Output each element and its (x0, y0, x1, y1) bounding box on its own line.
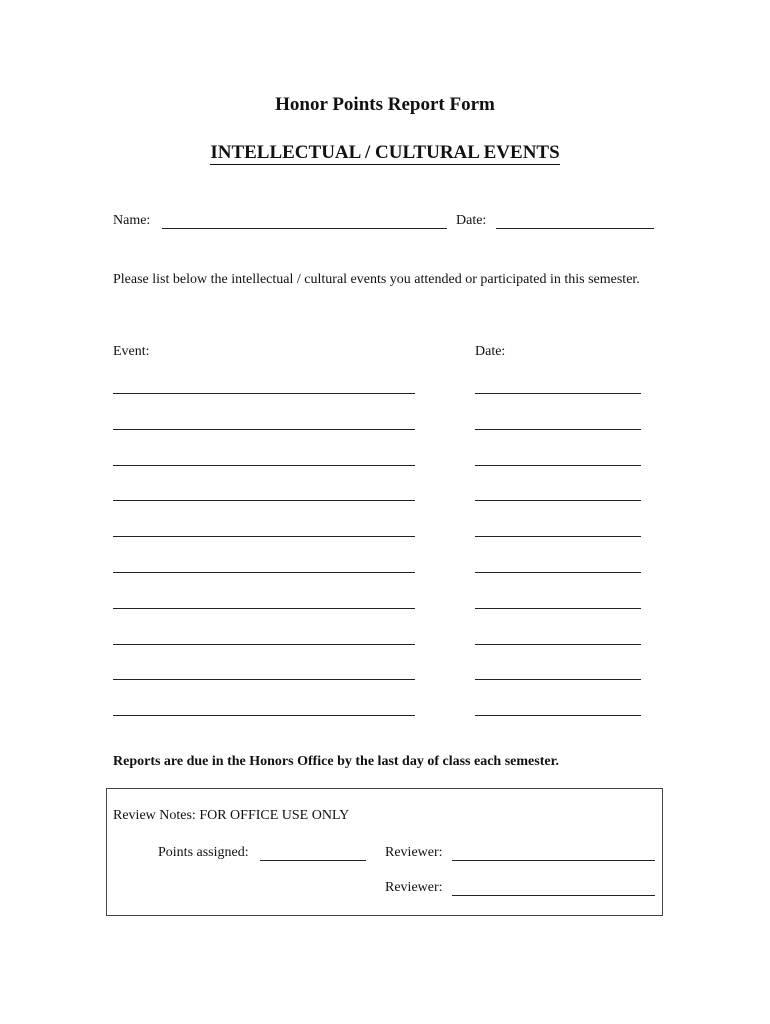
event-date-line[interactable] (475, 644, 641, 645)
form-subtitle-text: INTELLECTUAL / CULTURAL EVENTS (210, 142, 560, 163)
event-line[interactable] (113, 536, 415, 537)
date-column-label: Date: (475, 344, 506, 359)
event-line[interactable] (113, 608, 415, 609)
event-line[interactable] (113, 715, 415, 716)
due-notice: Reports are due in the Honors Office by the last day of class each semester. (113, 754, 560, 769)
event-date-line[interactable] (475, 500, 641, 501)
event-line[interactable] (113, 500, 415, 501)
instructions-text: Please list below the intellectual / cultural events you attended or participated in this semester. (113, 272, 640, 287)
review-heading: Review Notes: FOR OFFICE USE ONLY (113, 808, 350, 823)
event-date-line[interactable] (475, 536, 641, 537)
reviewer-label-2: Reviewer: (385, 880, 443, 895)
event-date-line[interactable] (475, 715, 641, 716)
event-line[interactable] (113, 429, 415, 430)
event-column-label: Event: (113, 344, 150, 359)
form-subtitle (0, 142, 770, 164)
event-date-line[interactable] (475, 572, 641, 573)
event-line[interactable] (113, 644, 415, 645)
event-date-line[interactable] (475, 608, 641, 609)
event-line[interactable] (113, 393, 415, 394)
event-date-line[interactable] (475, 393, 641, 394)
event-line[interactable] (113, 465, 415, 466)
event-line[interactable] (113, 572, 415, 573)
reviewer-field-2[interactable] (452, 895, 655, 896)
event-date-line[interactable] (475, 679, 641, 680)
reviewer-field-1[interactable] (452, 860, 655, 861)
event-date-line[interactable] (475, 465, 641, 466)
points-assigned-field[interactable] (260, 860, 366, 861)
points-assigned-label: Points assigned: (158, 845, 249, 860)
date-field[interactable] (496, 228, 654, 229)
event-line[interactable] (113, 679, 415, 680)
event-date-line[interactable] (475, 429, 641, 430)
date-label: Date: (456, 213, 487, 228)
form-title: Honor Points Report Form (275, 94, 495, 115)
name-field[interactable] (162, 228, 447, 229)
name-label: Name: (113, 213, 151, 228)
reviewer-label-1: Reviewer: (385, 845, 443, 860)
